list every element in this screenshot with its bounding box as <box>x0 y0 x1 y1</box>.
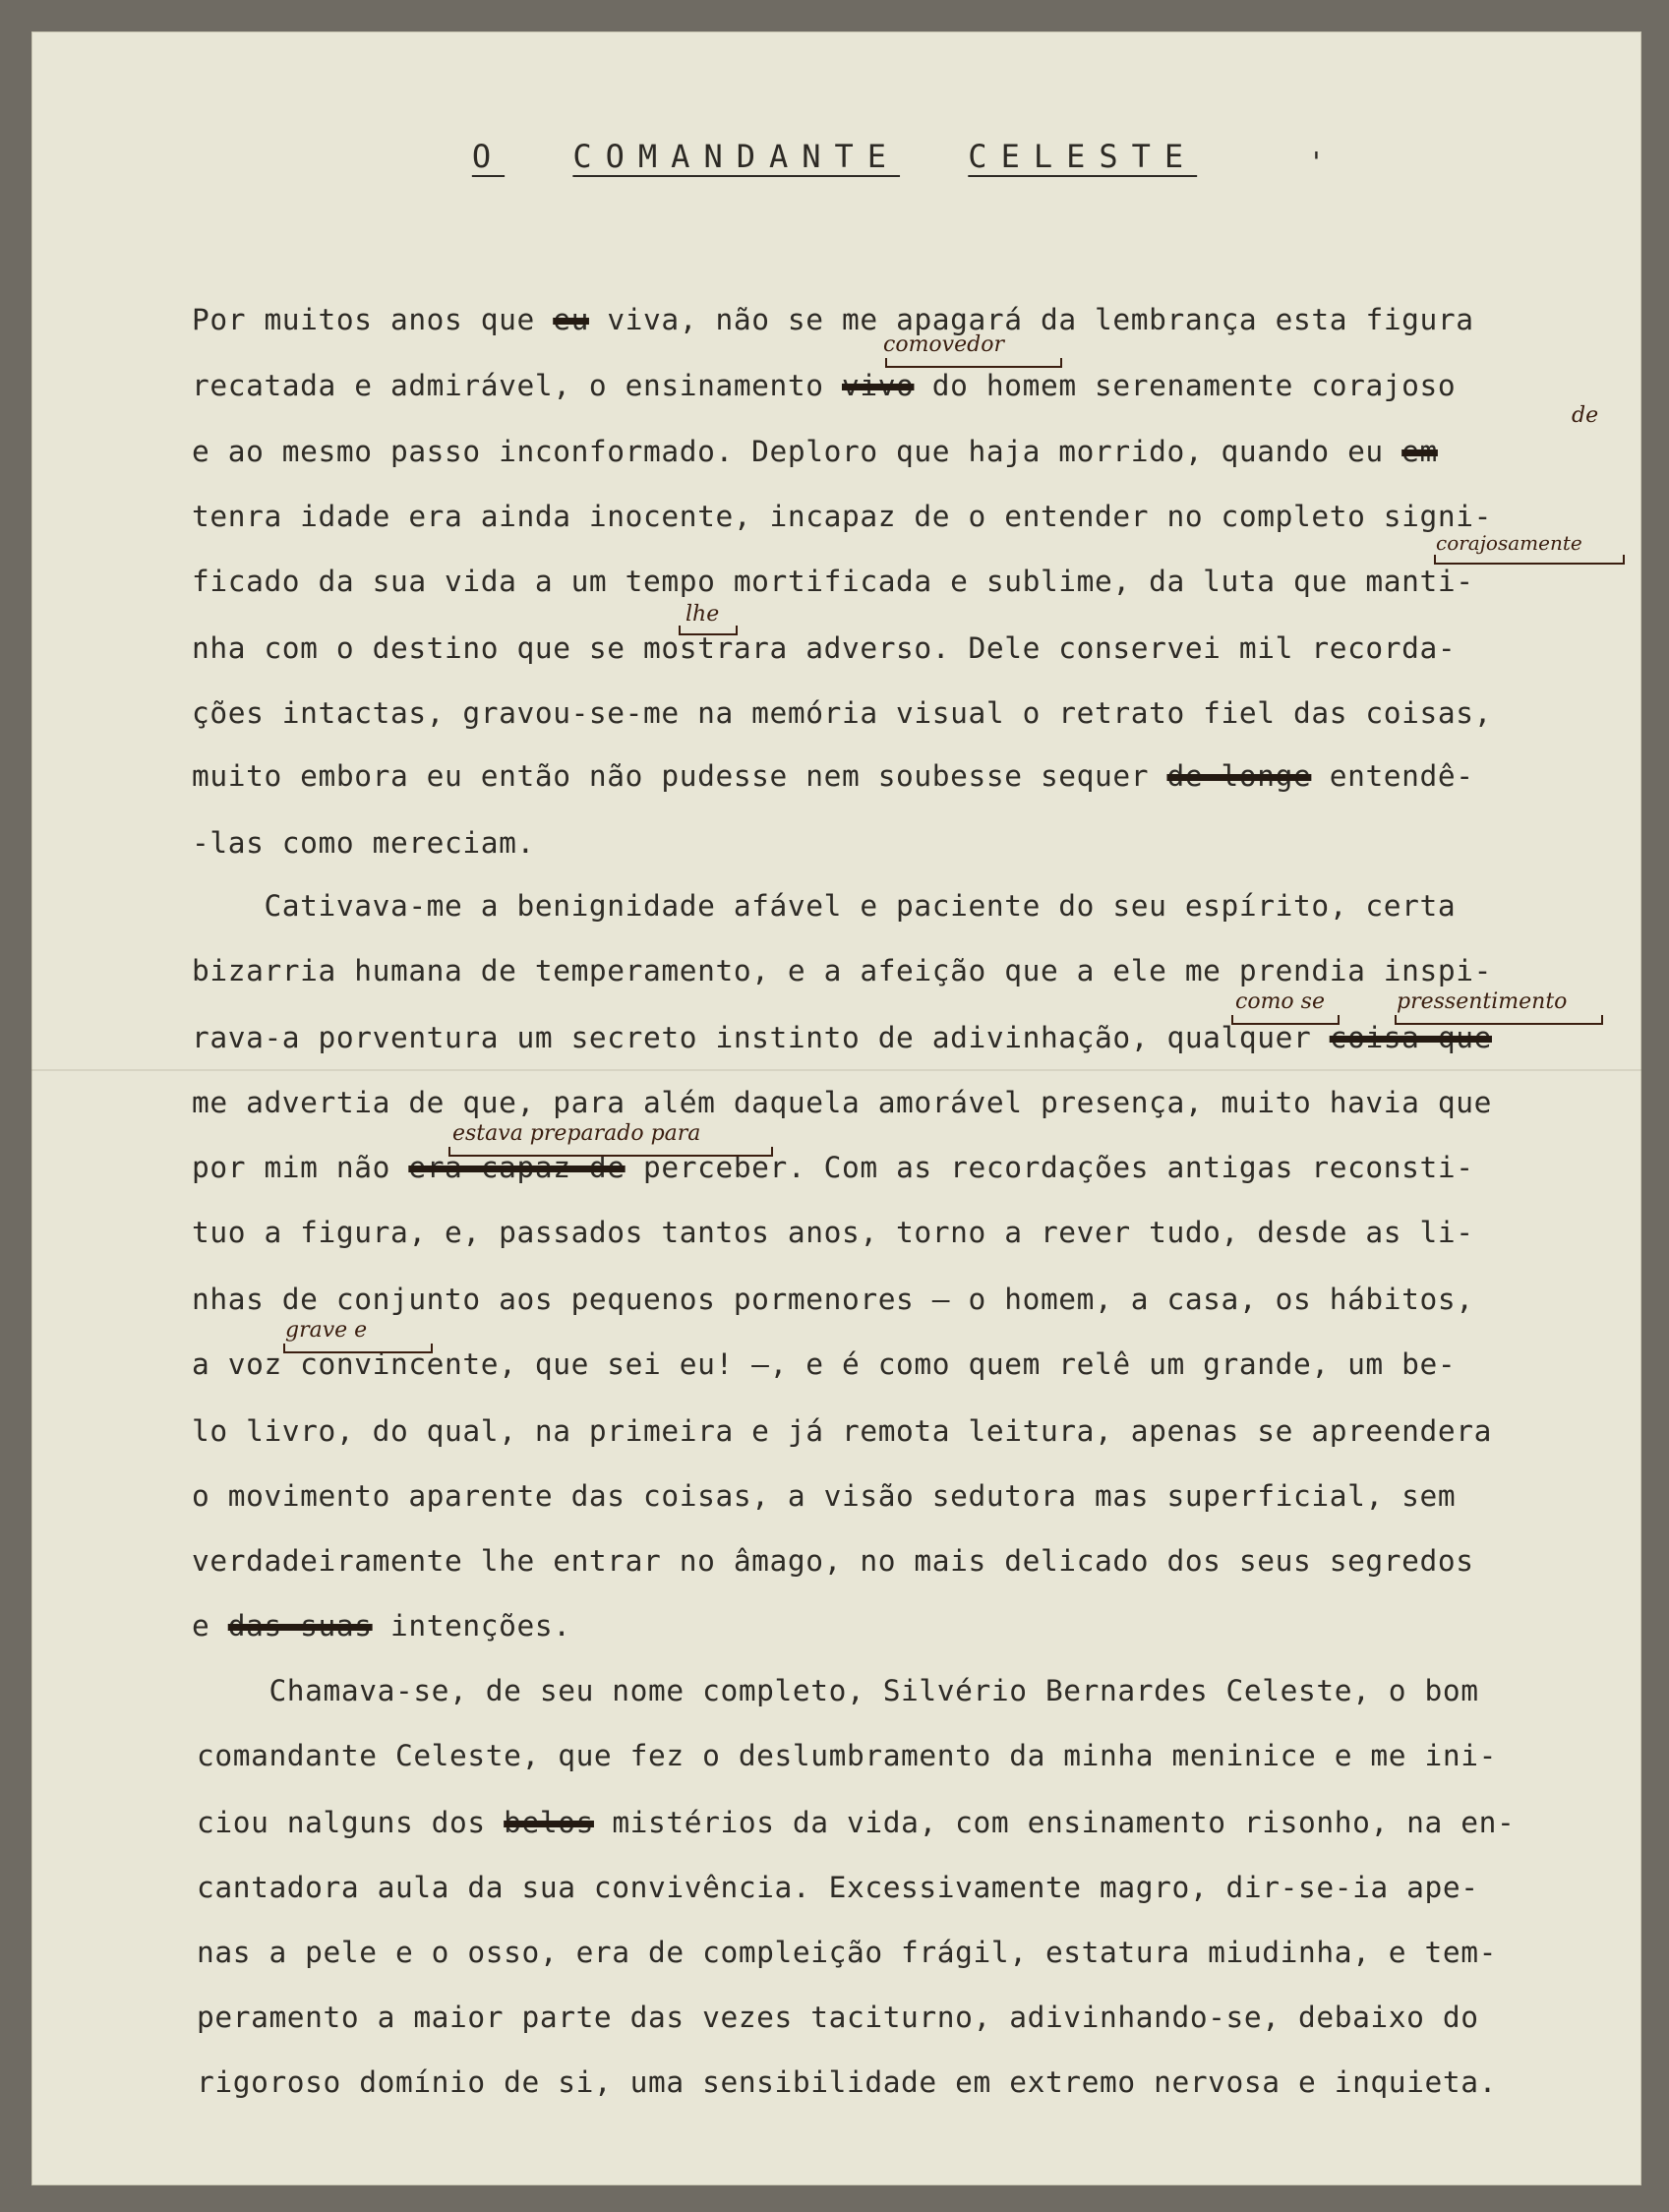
text-line <box>192 1283 1474 1316</box>
text-line <box>192 1544 1474 1578</box>
text-segment: me advertia de que, para além daquela amorável presença, muito havia que <box>192 1086 1492 1119</box>
handwritten-insertion: pressentimento <box>1397 989 1568 1014</box>
text-line <box>192 1021 1492 1054</box>
text-segment: cantadora aula da sua convivência. Excessivamente magro, dir-se-ia ape- <box>197 1871 1479 1904</box>
text-line <box>192 435 1438 468</box>
insertion-bracket <box>679 626 738 635</box>
text-segment: rava-a porventura um secreto instinto de adivinhação, qualquer <box>192 1021 1330 1054</box>
text-line <box>192 954 1492 987</box>
text-segment: tuo a figura, e, passados tantos anos, torno a rever tudo, desde as li- <box>192 1216 1474 1249</box>
text-segment: comandante Celeste, que fez o deslumbramento da minha meninice e me ini- <box>197 1739 1497 1772</box>
handwritten-insertion: lhe <box>685 602 720 627</box>
text-segment: mistérios da vida, com ensinamento risonho, na en- <box>593 1806 1516 1839</box>
text-line <box>197 1806 1515 1839</box>
insertion-bracket <box>1395 1015 1603 1025</box>
handwritten-insertion: de <box>1572 403 1599 428</box>
text-line <box>197 2065 1497 2099</box>
text-segment: peramento a maior parte das vezes taciturno, adivinhando-se, debaixo do <box>197 2001 1479 2034</box>
text-line <box>192 500 1492 533</box>
text-line <box>192 1479 1456 1513</box>
text-segment: ções intactas, gravou-se-me na memória visual o retrato fiel das coisas, <box>192 696 1492 730</box>
struck-text: em <box>1401 435 1438 468</box>
text-line <box>197 2001 1479 2034</box>
text-segment: Cativava-me a benignidade afável e paciente do seu espírito, certa <box>192 889 1457 923</box>
text-line <box>192 889 1456 923</box>
handwritten-insertion: comovedor <box>883 332 1004 357</box>
text-segment: muito embora eu então não pudesse nem soubesse sequer <box>192 759 1167 793</box>
title-word: O <box>471 138 506 175</box>
text-segment: nha com o destino que se mostrara adverso. Dele conservei mil recorda- <box>192 631 1457 665</box>
text-segment: por mim não <box>192 1151 409 1184</box>
text-line <box>197 1936 1497 1969</box>
insertion-bracket <box>448 1147 773 1157</box>
title-word: CELESTE <box>968 138 1198 175</box>
text-segment: perceber. Com as recordações antigas reconsti- <box>625 1151 1474 1184</box>
text-segment: verdadeiramente lhe entrar no âmago, no mais delicado dos seus segredos <box>192 1544 1474 1578</box>
text-segment: ficado da sua vida a um tempo mortificada e sublime, da luta que manti- <box>192 565 1474 598</box>
text-line <box>192 303 1474 336</box>
text-segment: tenra idade era ainda inocente, incapaz de o entender no completo signi- <box>192 500 1492 533</box>
struck-text: coisa que <box>1329 1021 1492 1054</box>
text-line <box>192 565 1474 598</box>
text-line <box>192 759 1474 793</box>
text-line <box>197 1739 1497 1772</box>
insertion-bracket <box>283 1344 433 1353</box>
text-segment: ciou nalguns dos <box>197 1806 505 1839</box>
title-word: COMANDANTE <box>572 138 901 175</box>
text-line <box>192 1414 1492 1448</box>
text-segment: e ao mesmo passo inconformado. Deploro que haja morrido, quando eu <box>192 435 1402 468</box>
struck-text: das suas <box>227 1609 373 1643</box>
text-line <box>197 1871 1479 1904</box>
handwritten-insertion: grave e <box>285 1318 368 1343</box>
text-segment: nhas de conjunto aos pequenos pormenores — o homem, a casa, os hábitos, <box>192 1283 1474 1316</box>
text-segment: Chamava-se, de seu nome completo, Silvério Bernardes Celeste, o bom <box>197 1674 1479 1707</box>
insertion-bracket <box>1434 555 1625 565</box>
text-segment: do homem serenamente corajoso <box>914 369 1457 402</box>
text-segment: intenções. <box>372 1609 571 1643</box>
handwritten-insertion: estava preparado para <box>452 1121 701 1146</box>
text-segment: nas a pele e o osso, era de compleição frágil, estatura miudinha, e tem- <box>197 1936 1497 1969</box>
handwritten-insertion: corajosamente <box>1436 531 1582 555</box>
struck-text: era capaz de <box>408 1151 626 1184</box>
struck-text: de longe <box>1166 759 1312 793</box>
text-line <box>192 1151 1474 1184</box>
page-title <box>0 138 1669 175</box>
stray-mark: ' <box>1308 146 1325 178</box>
text-segment: viva, não se me apagará da lembrança esta figura <box>588 303 1474 336</box>
text-line <box>197 1674 1479 1707</box>
text-segment: recatada e admirável, o ensinamento <box>192 369 842 402</box>
insertion-bracket <box>1231 1015 1340 1025</box>
text-segment: o movimento aparente das coisas, a visão sedutora mas superficial, sem <box>192 1479 1457 1513</box>
text-line <box>192 1216 1474 1249</box>
text-segment: bizarria humana de temperamento, e a afeição que a ele me prendia inspi- <box>192 954 1492 987</box>
struck-text: eu <box>553 303 589 336</box>
insertion-bracket <box>885 358 1062 368</box>
fold-crease <box>31 1069 1641 1071</box>
text-segment: Por muitos anos que <box>192 303 554 336</box>
text-line <box>192 696 1492 730</box>
text-segment: e <box>192 1609 228 1643</box>
text-line <box>192 369 1456 402</box>
text-line <box>192 826 535 860</box>
text-line <box>192 631 1456 665</box>
text-segment: rigoroso domínio de si, uma sensibilidade em extremo nervosa e inquieta. <box>197 2065 1497 2099</box>
text-segment: entendê- <box>1311 759 1474 793</box>
struck-text: belos <box>504 1806 594 1839</box>
text-segment: lo livro, do qual, na primeira e já remota leitura, apenas se apreendera <box>192 1414 1492 1448</box>
text-segment: -las como mereciam. <box>192 826 535 860</box>
struck-text: vivo <box>841 369 915 402</box>
handwritten-insertion: como se <box>1235 989 1325 1014</box>
text-line <box>192 1086 1492 1119</box>
text-segment: a voz convincente, que sei eu! —, e é como quem relê um grande, um be- <box>192 1347 1457 1381</box>
text-line <box>192 1609 571 1643</box>
